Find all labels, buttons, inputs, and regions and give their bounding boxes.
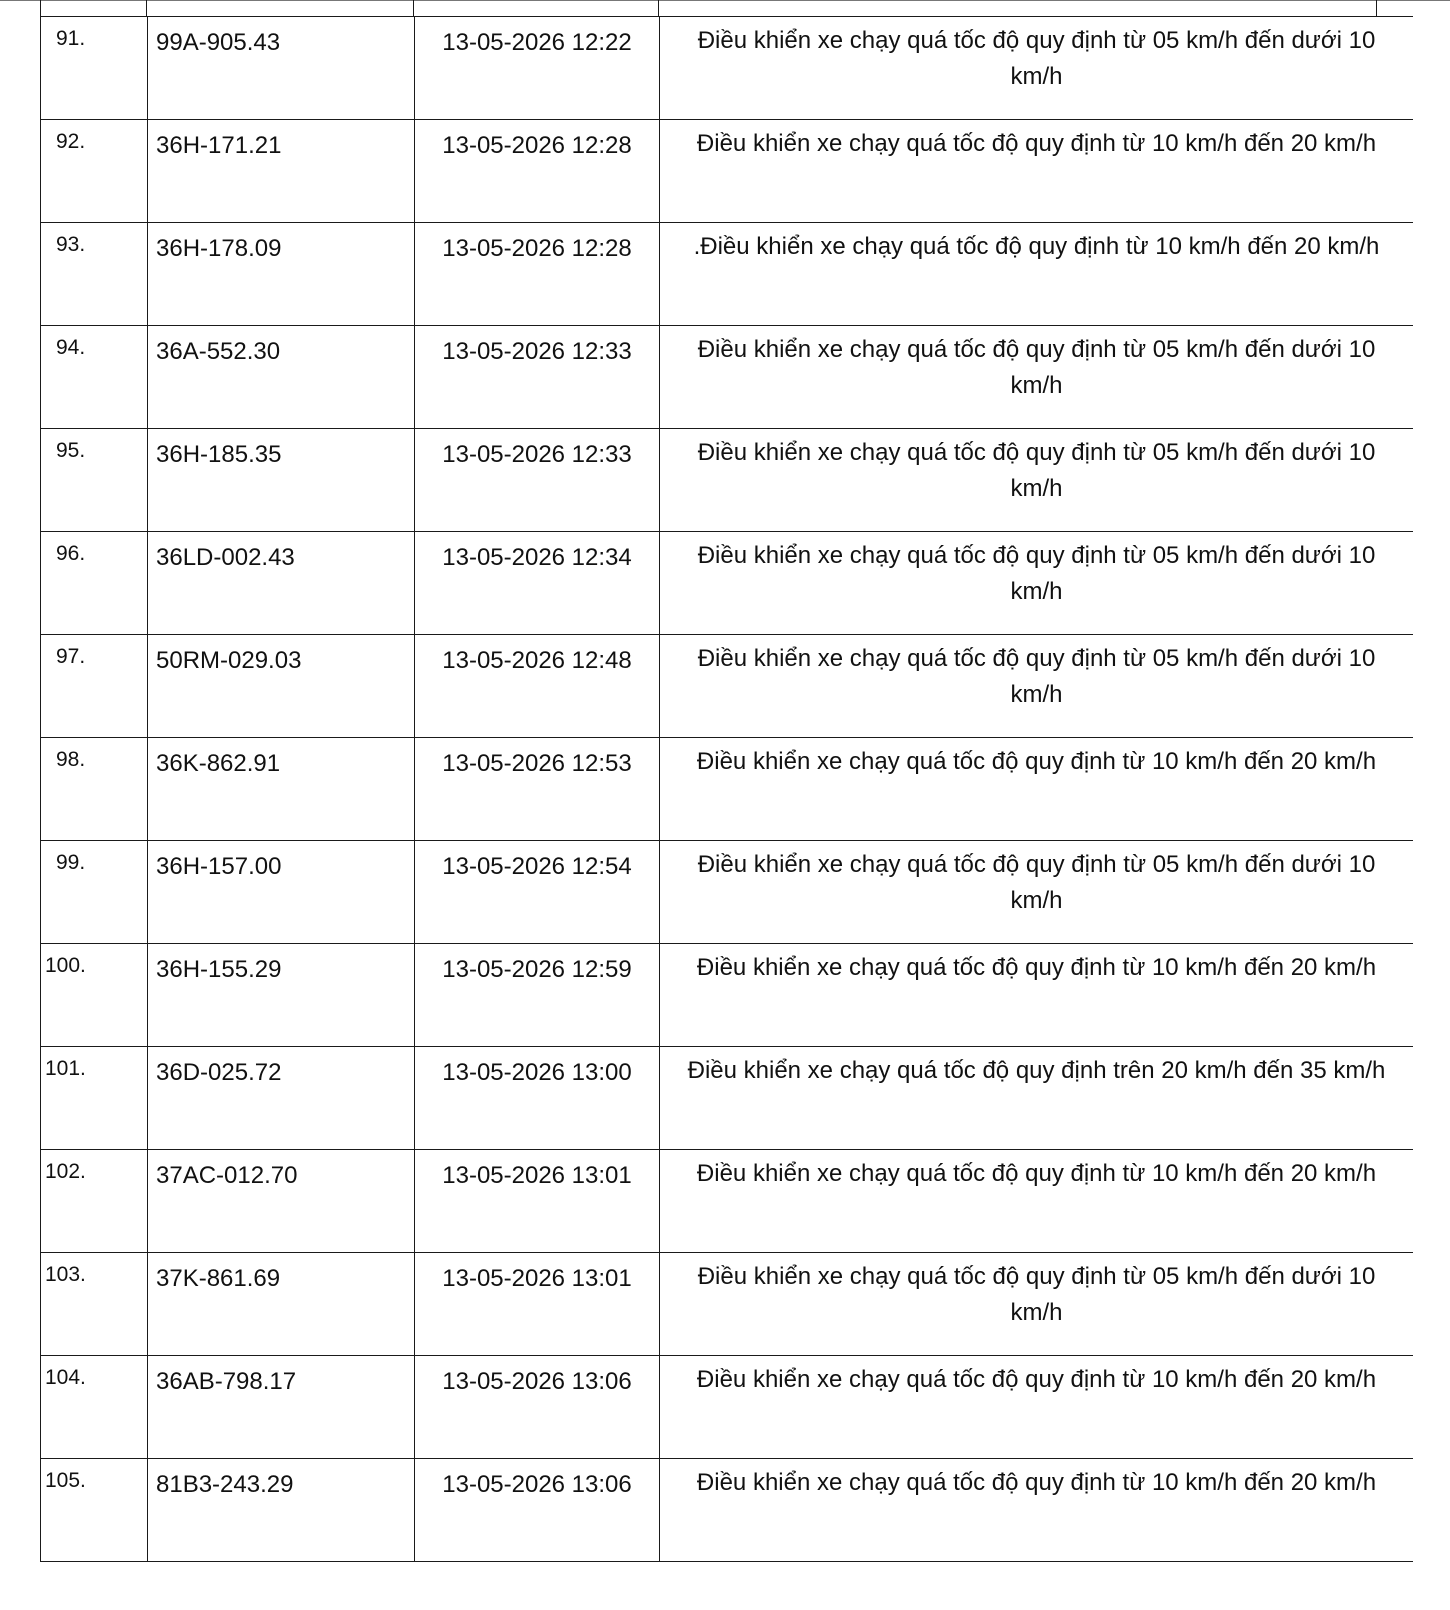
license-plate-cell: 37AC-012.70 (148, 1150, 415, 1253)
license-plate-cell: 36H-155.29 (148, 944, 415, 1047)
violation-description-cell: Điều khiển xe chạy quá tốc độ quy định từ 05 km/h đến dưới 10 km/h (660, 326, 1414, 429)
license-plate-cell: 99A-905.43 (148, 17, 415, 120)
violation-time-cell: 13-05-2026 13:06 (415, 1459, 660, 1562)
row-number-cell: 96. (41, 532, 148, 635)
violation-description-cell: Điều khiển xe chạy quá tốc độ quy định từ 05 km/h đến dưới 10 km/h (660, 429, 1414, 532)
row-number-cell: 94. (41, 326, 148, 429)
table-row (41, 326, 1414, 429)
license-plate-cell: 50RM-029.03 (148, 635, 415, 738)
violation-description-cell: Điều khiển xe chạy quá tốc độ quy định từ 05 km/h đến dưới 10 km/h (660, 841, 1414, 944)
license-plate-cell: 36A-552.30 (148, 326, 415, 429)
table-row (41, 223, 1414, 326)
row-number-cell: 103. (41, 1253, 148, 1356)
table-row (41, 1356, 1414, 1459)
violation-time-cell: 13-05-2026 12:59 (415, 944, 660, 1047)
violation-time-cell: 13-05-2026 12:53 (415, 738, 660, 841)
violation-description-cell: Điều khiển xe chạy quá tốc độ quy định từ 10 km/h đến 20 km/h (660, 738, 1414, 841)
violation-description-cell: Điều khiển xe chạy quá tốc độ quy định trên 20 km/h đến 35 km/h (660, 1047, 1414, 1150)
violation-time-cell: 13-05-2026 12:28 (415, 120, 660, 223)
violation-description-cell: Điều khiển xe chạy quá tốc độ quy định từ 10 km/h đến 20 km/h (660, 1356, 1414, 1459)
violation-description-cell: Điều khiển xe chạy quá tốc độ quy định từ 10 km/h đến 20 km/h (660, 120, 1414, 223)
violation-description-cell: Điều khiển xe chạy quá tốc độ quy định từ 05 km/h đến dưới 10 km/h (660, 1253, 1414, 1356)
table-row (41, 1047, 1414, 1150)
row-number-cell: 98. (41, 738, 148, 841)
row-number-cell: 92. (41, 120, 148, 223)
violation-time-cell: 13-05-2026 12:22 (415, 17, 660, 120)
table-row (41, 635, 1414, 738)
violation-description-cell: Điều khiển xe chạy quá tốc độ quy định từ 10 km/h đến 20 km/h (660, 1459, 1414, 1562)
table-row (41, 841, 1414, 944)
row-number-cell: 93. (41, 223, 148, 326)
row-number-cell: 99. (41, 841, 148, 944)
row-number-cell: 91. (41, 17, 148, 120)
violations-table (40, 16, 1413, 1562)
row-number-cell: 104. (41, 1356, 148, 1459)
table-row (41, 944, 1414, 1047)
table-row (41, 1253, 1414, 1356)
violation-time-cell: 13-05-2026 12:33 (415, 429, 660, 532)
violation-time-cell: 13-05-2026 12:48 (415, 635, 660, 738)
license-plate-cell: 36H-178.09 (148, 223, 415, 326)
license-plate-cell: 36LD-002.43 (148, 532, 415, 635)
row-number-cell: 102. (41, 1150, 148, 1253)
violation-time-cell: 13-05-2026 12:28 (415, 223, 660, 326)
row-number-cell: 95. (41, 429, 148, 532)
violation-description-cell: Điều khiển xe chạy quá tốc độ quy định từ 05 km/h đến dưới 10 km/h (660, 532, 1414, 635)
license-plate-cell: 36AB-798.17 (148, 1356, 415, 1459)
license-plate-cell: 36K-862.91 (148, 738, 415, 841)
violation-description-cell: Điều khiển xe chạy quá tốc độ quy định từ 10 km/h đến 20 km/h (660, 1150, 1414, 1253)
table-container (40, 0, 1413, 1610)
violation-description-cell: Điều khiển xe chạy quá tốc độ quy định từ 10 km/h đến 20 km/h (660, 944, 1414, 1047)
license-plate-cell: 81B3-243.29 (148, 1459, 415, 1562)
violation-time-cell: 13-05-2026 12:33 (415, 326, 660, 429)
table-row (41, 120, 1414, 223)
violation-time-cell: 13-05-2026 13:00 (415, 1047, 660, 1150)
violation-description-cell: Điều khiển xe chạy quá tốc độ quy định từ 05 km/h đến dưới 10 km/h (660, 635, 1414, 738)
license-plate-cell: 36H-171.21 (148, 120, 415, 223)
table-row (41, 738, 1414, 841)
violation-description-cell: .Điều khiển xe chạy quá tốc độ quy định từ 10 km/h đến 20 km/h (660, 223, 1414, 326)
table-row (41, 17, 1414, 120)
table-row (41, 1150, 1414, 1253)
violation-time-cell: 13-05-2026 12:54 (415, 841, 660, 944)
violation-time-cell: 13-05-2026 13:01 (415, 1150, 660, 1253)
license-plate-cell: 36H-157.00 (148, 841, 415, 944)
row-number-cell: 97. (41, 635, 148, 738)
row-number-cell: 101. (41, 1047, 148, 1150)
license-plate-cell: 36H-185.35 (148, 429, 415, 532)
violation-description-cell: Điều khiển xe chạy quá tốc độ quy định từ 05 km/h đến dưới 10 km/h (660, 17, 1414, 120)
table-row (41, 532, 1414, 635)
violations-table-body (41, 17, 1414, 1562)
row-number-cell: 100. (41, 944, 148, 1047)
violation-time-cell: 13-05-2026 13:01 (415, 1253, 660, 1356)
violation-time-cell: 13-05-2026 12:34 (415, 532, 660, 635)
table-row (41, 1459, 1414, 1562)
row-number-cell: 105. (41, 1459, 148, 1562)
table-row (41, 429, 1414, 532)
license-plate-cell: 36D-025.72 (148, 1047, 415, 1150)
violation-time-cell: 13-05-2026 13:06 (415, 1356, 660, 1459)
license-plate-cell: 37K-861.69 (148, 1253, 415, 1356)
